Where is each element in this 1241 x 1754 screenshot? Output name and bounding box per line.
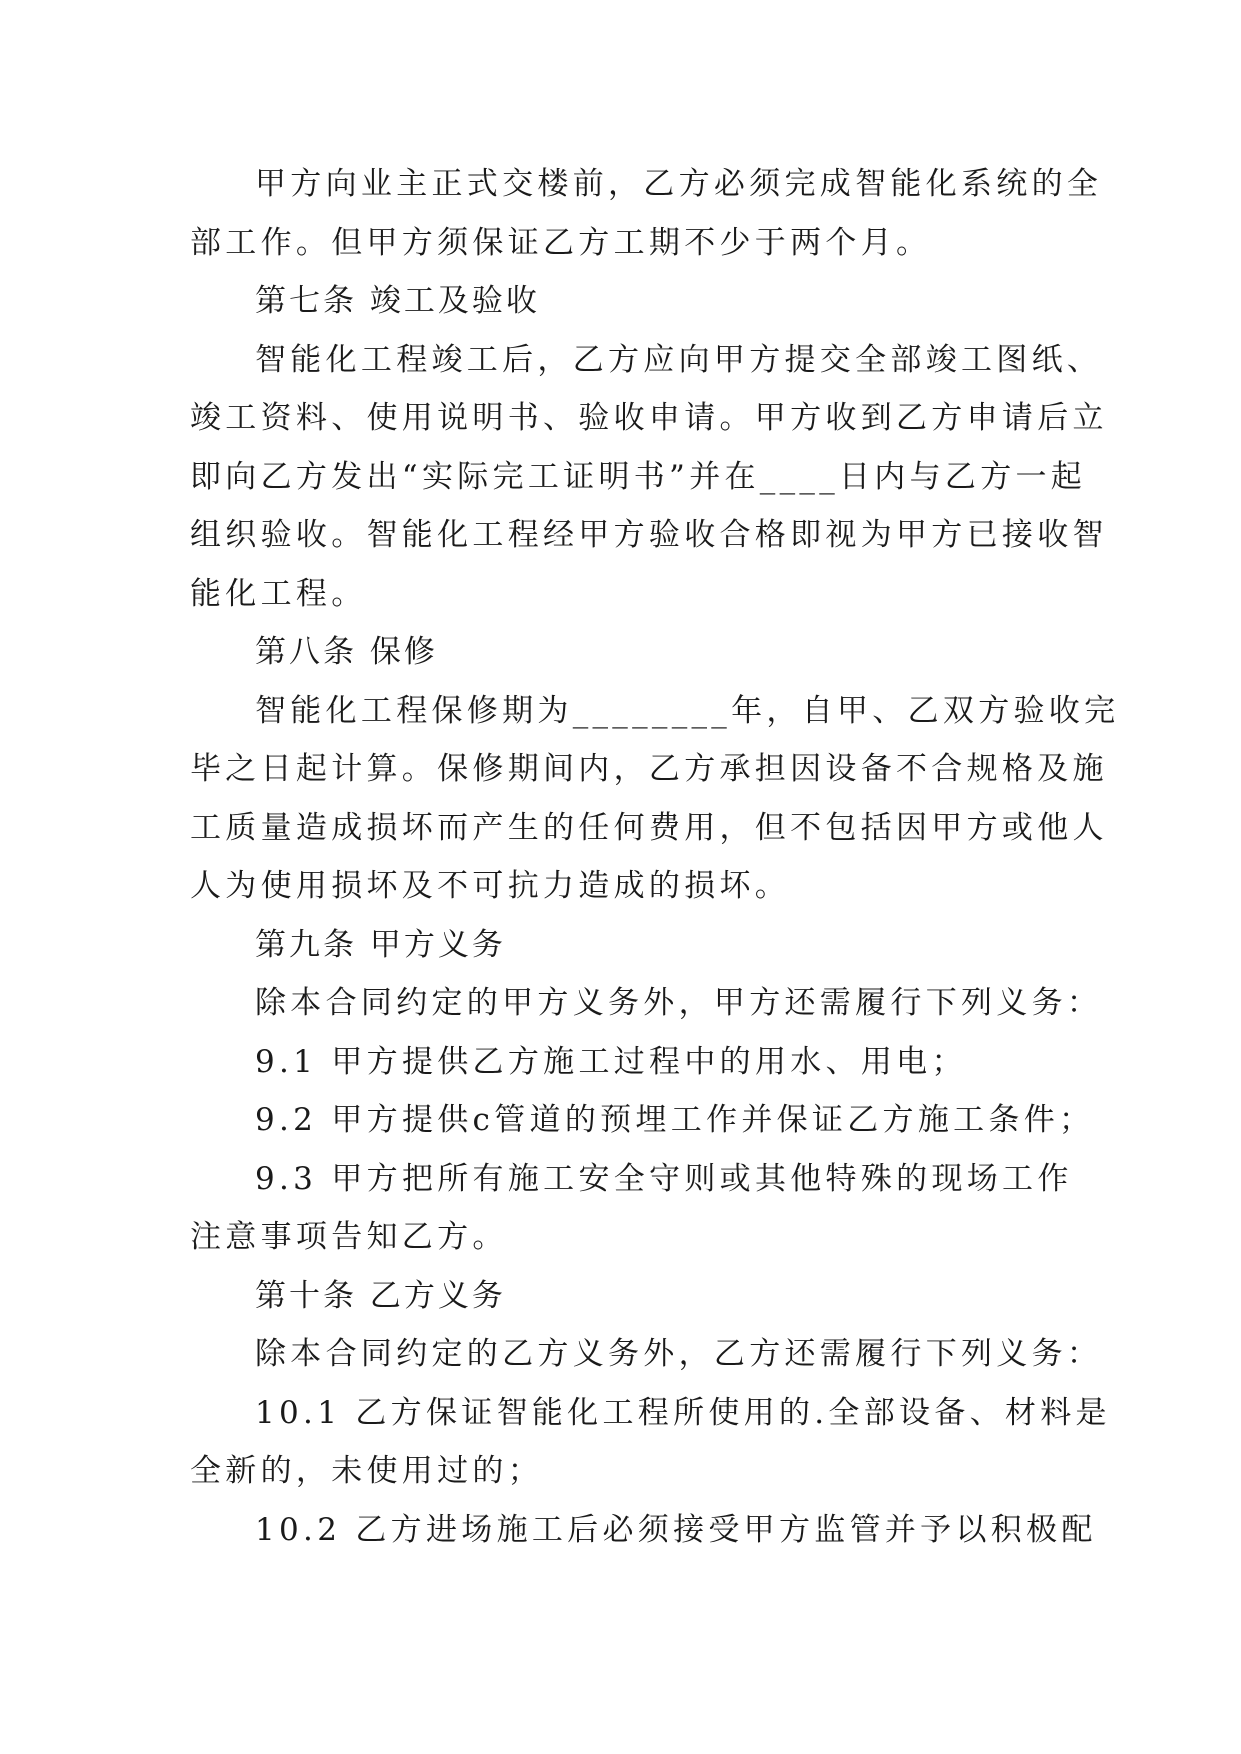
paragraph-line: 智能化工程保修期为________年，自甲、乙双方验收完 [255, 692, 1120, 729]
section-heading-article-7: 第七条 竣工及验收 [255, 283, 540, 319]
clause-10-1: 10.1 乙方保证智能化工程所使用的.全部设备、材料是 [255, 1394, 1111, 1431]
paragraph-line: 毕之日起计算。保修期间内，乙方承担因设备不合规格及施 [190, 751, 1108, 787]
paragraph-line: 注意事项告知乙方。 [190, 1219, 508, 1255]
paragraph-line: 竣工资料、使用说明书、验收申请。甲方收到乙方申请后立 [190, 400, 1108, 436]
contract-text-body [190, 155, 1120, 1559]
section-heading-article-8: 第八条 保修 [255, 634, 438, 670]
section-heading-article-10: 第十条 乙方义务 [255, 1277, 506, 1314]
paragraph-line: 智能化工程竣工后，乙方应向甲方提交全部竣工图纸、 [255, 341, 1103, 378]
paragraph-line: 能化工程。 [190, 575, 367, 612]
paragraph-line: 人为使用损坏及不可抗力造成的损坏。 [190, 868, 791, 904]
clause-9-2: 9.2 甲方提供c管道的预埋工作并保证乙方施工条件； [255, 1102, 1095, 1138]
paragraph-line: 部工作。但甲方须保证乙方工期不少于两个月。 [190, 224, 932, 261]
clause-9-3: 9.3 甲方把所有施工安全守则或其他特殊的现场工作 [255, 1160, 1073, 1197]
clause-9-1: 9.1 甲方提供乙方施工过程中的用水、用电； [255, 1043, 967, 1080]
paragraph-line: 甲方向业主正式交楼前，乙方必须完成智能化系统的全 [255, 166, 1103, 202]
paragraph-line: 即向乙方发出“实际完工证明书”并在____日内与乙方一起 [190, 458, 1087, 495]
paragraph-line: 组织验收。智能化工程经甲方验收合格即视为甲方已接收智 [190, 517, 1108, 553]
paragraph-line: 全新的，未使用过的； [190, 1453, 543, 1489]
paragraph-line: 除本合同约定的甲方义务外，甲方还需履行下列义务： [255, 985, 1103, 1021]
paragraph-line: 除本合同约定的乙方义务外，乙方还需履行下列义务： [255, 1336, 1103, 1372]
clause-10-2: 10.2 乙方进场施工后必须接受甲方监管并予以积极配 [255, 1511, 1097, 1548]
section-heading-article-9: 第九条 甲方义务 [255, 926, 506, 963]
paragraph-line: 工质量造成损坏而产生的任何费用，但不包括因甲方或他人 [190, 809, 1108, 846]
